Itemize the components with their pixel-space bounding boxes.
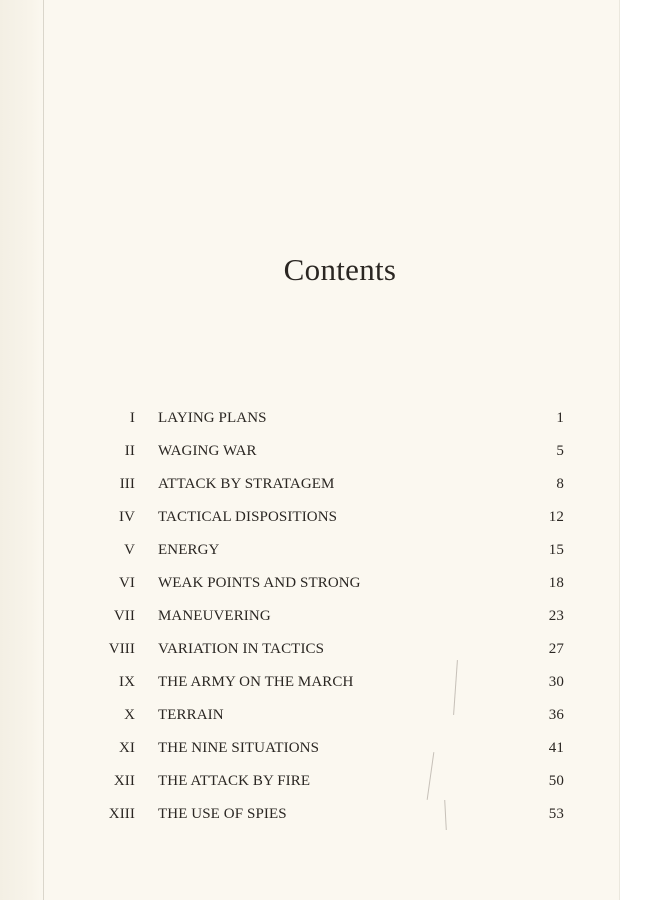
chapter-number: III [119,476,135,492]
chapter-title: THE USE OF SPIES [158,806,287,822]
toc-entry[interactable] [70,470,570,503]
page-number: 36 [548,707,564,723]
page-number: 1 [556,410,564,426]
chapter-number: XIII [108,806,135,822]
chapter-title: LAYING PLANS [158,410,267,426]
page-number: 50 [548,773,564,789]
toc-entry[interactable] [70,404,570,437]
toc-entry[interactable] [70,635,570,668]
toc-entry[interactable] [70,734,570,767]
chapter-number: XI [118,740,135,756]
page-number: 30 [548,674,564,690]
table-of-contents [70,404,570,833]
chapter-title: TERRAIN [158,707,224,723]
toc-entry[interactable] [70,569,570,602]
toc-entry[interactable] [70,767,570,800]
toc-entry[interactable] [70,437,570,470]
chapter-title: WEAK POINTS AND STRONG [158,575,361,591]
page-number: 8 [556,476,564,492]
toc-entry[interactable] [70,668,570,701]
chapter-number: IX [118,674,135,690]
page-number: 27 [548,641,564,657]
chapter-title: WAGING WAR [158,443,257,459]
chapter-title: TACTICAL DISPOSITIONS [158,509,338,525]
page-number: 5 [556,443,564,459]
chapter-number: XII [113,773,135,789]
chapter-number: VIII [108,641,135,657]
page-number: 23 [548,608,564,624]
toc-entry[interactable] [70,602,570,635]
chapter-number: II [124,443,135,459]
chapter-number: I [129,410,135,426]
chapter-title: THE ATTACK BY FIRE [158,773,311,789]
toc-entry[interactable] [70,503,570,536]
page-number: 18 [548,575,564,591]
gutter-line [43,0,44,900]
page-gutter [0,0,44,900]
page-edge-line [619,0,620,900]
chapter-number: X [124,707,135,723]
toc-entry[interactable] [70,701,570,734]
page-title: Contents [283,252,397,287]
scan-margin [620,0,660,900]
chapter-number: VII [113,608,135,624]
page-number: 15 [548,542,564,558]
chapter-title: ENERGY [158,542,220,558]
chapter-title: MANEUVERING [158,608,271,624]
chapter-title: VARIATION IN TACTICS [158,641,325,657]
chapter-title: THE ARMY ON THE MARCH [158,674,354,690]
page-number: 53 [548,806,564,822]
chapter-number: IV [118,509,135,525]
chapter-title: THE NINE SITUATIONS [158,740,320,756]
chapter-number: V [124,542,135,558]
page-number: 12 [548,509,564,525]
toc-entry[interactable] [70,800,570,833]
page-number: 41 [548,740,564,756]
chapter-title: ATTACK BY STRATAGEM [158,476,335,492]
toc-entry[interactable] [70,536,570,569]
chapter-number: VI [118,575,135,591]
